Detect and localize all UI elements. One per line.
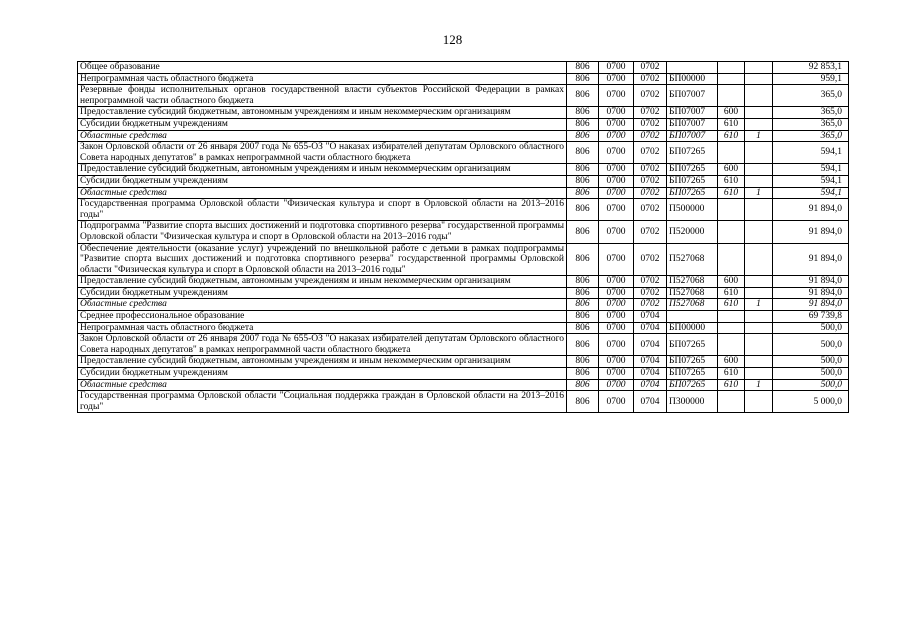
expense-type-cell	[718, 73, 745, 85]
subsection-code-cell: 0704	[634, 379, 667, 391]
table-row	[78, 85, 849, 107]
section-code-cell: 0700	[599, 243, 634, 276]
table-row	[78, 221, 849, 243]
expense-type-cell	[718, 334, 745, 356]
table-row	[78, 391, 849, 413]
table-row	[78, 287, 849, 299]
table-row	[78, 199, 849, 221]
expense-type-cell: 610	[718, 287, 745, 299]
amount-cell: 500,0	[773, 322, 849, 334]
item-name-cell: Резервные фонды исполнительных органов государственной власти субъектов Российской Федерации в рамках непрограммной части областного бюджета	[78, 85, 567, 107]
funding-source-cell: 1	[745, 130, 773, 142]
section-code-cell: 0700	[599, 322, 634, 334]
item-name-cell: Субсидии бюджетным учреждениям	[78, 368, 567, 380]
target-article-cell: П527068	[667, 299, 718, 311]
amount-cell: 91 894,0	[773, 243, 849, 276]
table-row	[78, 73, 849, 85]
section-code-cell: 0700	[599, 62, 634, 74]
ministry-code-cell: 806	[567, 199, 599, 221]
table-row	[78, 322, 849, 334]
funding-source-cell	[745, 73, 773, 85]
expense-type-cell	[718, 243, 745, 276]
amount-cell: 91 894,0	[773, 287, 849, 299]
subsection-code-cell: 0702	[634, 85, 667, 107]
expense-type-cell	[718, 142, 745, 164]
target-article-cell: П300000	[667, 391, 718, 413]
expense-type-cell	[718, 85, 745, 107]
subsection-code-cell: 0704	[634, 356, 667, 368]
amount-cell: 594,1	[773, 142, 849, 164]
ministry-code-cell: 806	[567, 379, 599, 391]
funding-source-cell	[745, 368, 773, 380]
ministry-code-cell: 806	[567, 243, 599, 276]
amount-cell: 500,0	[773, 334, 849, 356]
ministry-code-cell: 806	[567, 334, 599, 356]
target-article-cell: П520000	[667, 221, 718, 243]
table-row	[78, 142, 849, 164]
section-code-cell: 0700	[599, 299, 634, 311]
amount-cell: 500,0	[773, 356, 849, 368]
ministry-code-cell: 806	[567, 311, 599, 323]
funding-source-cell	[745, 243, 773, 276]
item-name-cell: Субсидии бюджетным учреждениям	[78, 175, 567, 187]
item-name-cell: Непрограммная часть областного бюджета	[78, 73, 567, 85]
target-article-cell: БП07007	[667, 118, 718, 130]
ministry-code-cell: 806	[567, 85, 599, 107]
item-name-cell: Непрограммная часть областного бюджета	[78, 322, 567, 334]
funding-source-cell	[745, 164, 773, 176]
section-code-cell: 0700	[599, 118, 634, 130]
amount-cell: 69 739,8	[773, 311, 849, 323]
expense-type-cell	[718, 322, 745, 334]
section-code-cell: 0700	[599, 85, 634, 107]
item-name-cell: Предоставление субсидий бюджетным, автономным учреждениям и иным некоммерческим организациям	[78, 164, 567, 176]
funding-source-cell: 1	[745, 299, 773, 311]
table-row	[78, 164, 849, 176]
amount-cell: 365,0	[773, 107, 849, 119]
item-name-cell: Областные средства	[78, 187, 567, 199]
funding-source-cell	[745, 221, 773, 243]
ministry-code-cell: 806	[567, 287, 599, 299]
item-name-cell: Закон Орловской области от 26 января 2007 года № 655-ОЗ "О наказах избирателей депутатам Орловского областного Совета народных депутатов" в рамках непрограммной части областного бюджета	[78, 334, 567, 356]
section-code-cell: 0700	[599, 334, 634, 356]
item-name-cell: Предоставление субсидий бюджетным, автономным учреждениям и иным некоммерческим организациям	[78, 276, 567, 288]
item-name-cell: Государственная программа Орловской области "Социальная поддержка граждан в Орловской области на 2013–2016 годы"	[78, 391, 567, 413]
amount-cell: 594,1	[773, 187, 849, 199]
subsection-code-cell: 0702	[634, 164, 667, 176]
ministry-code-cell: 806	[567, 221, 599, 243]
expense-type-cell: 610	[718, 175, 745, 187]
funding-source-cell	[745, 322, 773, 334]
table-row	[78, 107, 849, 119]
section-code-cell: 0700	[599, 391, 634, 413]
subsection-code-cell: 0702	[634, 299, 667, 311]
amount-cell: 365,0	[773, 130, 849, 142]
target-article-cell: БП07265	[667, 356, 718, 368]
ministry-code-cell: 806	[567, 322, 599, 334]
target-article-cell: БП07007	[667, 85, 718, 107]
subsection-code-cell: 0702	[634, 187, 667, 199]
target-article-cell: П500000	[667, 199, 718, 221]
expense-type-cell	[718, 391, 745, 413]
ministry-code-cell: 806	[567, 118, 599, 130]
target-article-cell: БП07265	[667, 164, 718, 176]
expense-type-cell	[718, 221, 745, 243]
expense-type-cell: 610	[718, 130, 745, 142]
target-article-cell: БП00000	[667, 73, 718, 85]
table-row	[78, 368, 849, 380]
target-article-cell	[667, 62, 718, 74]
target-article-cell: БП07265	[667, 142, 718, 164]
target-article-cell: БП00000	[667, 322, 718, 334]
table-row	[78, 299, 849, 311]
funding-source-cell	[745, 62, 773, 74]
subsection-code-cell: 0702	[634, 118, 667, 130]
funding-source-cell	[745, 175, 773, 187]
funding-source-cell	[745, 276, 773, 288]
ministry-code-cell: 806	[567, 175, 599, 187]
table-row	[78, 334, 849, 356]
section-code-cell: 0700	[599, 379, 634, 391]
funding-source-cell	[745, 391, 773, 413]
expense-type-cell	[718, 311, 745, 323]
expense-type-cell: 600	[718, 164, 745, 176]
section-code-cell: 0700	[599, 199, 634, 221]
subsection-code-cell: 0702	[634, 107, 667, 119]
subsection-code-cell: 0704	[634, 391, 667, 413]
budget-table	[77, 61, 849, 413]
ministry-code-cell: 806	[567, 368, 599, 380]
expense-type-cell: 610	[718, 118, 745, 130]
section-code-cell: 0700	[599, 356, 634, 368]
amount-cell: 91 894,0	[773, 221, 849, 243]
amount-cell: 91 894,0	[773, 199, 849, 221]
amount-cell: 92 853,1	[773, 62, 849, 74]
target-article-cell: БП07265	[667, 379, 718, 391]
section-code-cell: 0700	[599, 368, 634, 380]
ministry-code-cell: 806	[567, 391, 599, 413]
ministry-code-cell: 806	[567, 73, 599, 85]
target-article-cell: БП07265	[667, 187, 718, 199]
section-code-cell: 0700	[599, 276, 634, 288]
expense-type-cell: 610	[718, 379, 745, 391]
amount-cell: 594,1	[773, 164, 849, 176]
section-code-cell: 0700	[599, 164, 634, 176]
ministry-code-cell: 806	[567, 107, 599, 119]
ministry-code-cell: 806	[567, 276, 599, 288]
expense-type-cell: 600	[718, 107, 745, 119]
target-article-cell: БП07265	[667, 334, 718, 356]
target-article-cell: П527068	[667, 243, 718, 276]
funding-source-cell	[745, 334, 773, 356]
item-name-cell: Среднее профессиональное образование	[78, 311, 567, 323]
subsection-code-cell: 0702	[634, 221, 667, 243]
target-article-cell	[667, 311, 718, 323]
section-code-cell: 0700	[599, 311, 634, 323]
table-row	[78, 118, 849, 130]
item-name-cell: Субсидии бюджетным учреждениям	[78, 118, 567, 130]
ministry-code-cell: 806	[567, 164, 599, 176]
amount-cell: 91 894,0	[773, 276, 849, 288]
amount-cell: 500,0	[773, 379, 849, 391]
expense-type-cell: 610	[718, 299, 745, 311]
item-name-cell: Общее образование	[78, 62, 567, 74]
section-code-cell: 0700	[599, 130, 634, 142]
expense-type-cell: 610	[718, 368, 745, 380]
funding-source-cell: 1	[745, 379, 773, 391]
amount-cell: 365,0	[773, 85, 849, 107]
funding-source-cell	[745, 199, 773, 221]
expense-type-cell: 600	[718, 356, 745, 368]
section-code-cell: 0700	[599, 221, 634, 243]
target-article-cell: БП07007	[667, 130, 718, 142]
subsection-code-cell: 0702	[634, 175, 667, 187]
table-row	[78, 243, 849, 276]
target-article-cell: П527068	[667, 276, 718, 288]
table-row	[78, 187, 849, 199]
amount-cell: 5 000,0	[773, 391, 849, 413]
ministry-code-cell: 806	[567, 356, 599, 368]
item-name-cell: Областные средства	[78, 130, 567, 142]
table-row	[78, 175, 849, 187]
section-code-cell: 0700	[599, 175, 634, 187]
ministry-code-cell: 806	[567, 62, 599, 74]
page-number: 128	[442, 32, 463, 47]
item-name-cell: Предоставление субсидий бюджетным, автономным учреждениям и иным некоммерческим организациям	[78, 356, 567, 368]
subsection-code-cell: 0702	[634, 276, 667, 288]
item-name-cell: Обеспечение деятельности (оказание услуг) учреждений по внешкольной работе с детьми в рамках подпрограммы "Развитие спорта высших достижений и подготовка спортивного резерва" государственной программы Орловской области "Физическая культура и спорт в Орловской области на 2013–2016 годы"	[78, 243, 567, 276]
subsection-code-cell: 0702	[634, 287, 667, 299]
ministry-code-cell: 806	[567, 299, 599, 311]
item-name-cell: Закон Орловской области от 26 января 2007 года № 655-ОЗ "О наказах избирателей депутатам Орловского областного Совета народных депутатов" в рамках непрограммной части областного бюджета	[78, 142, 567, 164]
table-row	[78, 276, 849, 288]
ministry-code-cell: 806	[567, 130, 599, 142]
section-code-cell: 0700	[599, 187, 634, 199]
subsection-code-cell: 0702	[634, 130, 667, 142]
subsection-code-cell: 0704	[634, 311, 667, 323]
expense-type-cell: 610	[718, 187, 745, 199]
table-row	[78, 62, 849, 74]
subsection-code-cell: 0702	[634, 142, 667, 164]
section-code-cell: 0700	[599, 107, 634, 119]
expense-type-cell	[718, 62, 745, 74]
item-name-cell: Субсидии бюджетным учреждениям	[78, 287, 567, 299]
subsection-code-cell: 0702	[634, 73, 667, 85]
table-row	[78, 356, 849, 368]
target-article-cell: БП07007	[667, 107, 718, 119]
table-row	[78, 130, 849, 142]
item-name-cell: Областные средства	[78, 299, 567, 311]
subsection-code-cell: 0702	[634, 62, 667, 74]
ministry-code-cell: 806	[567, 142, 599, 164]
amount-cell: 959,1	[773, 73, 849, 85]
amount-cell: 594,1	[773, 175, 849, 187]
amount-cell: 91 894,0	[773, 299, 849, 311]
funding-source-cell	[745, 142, 773, 164]
subsection-code-cell: 0704	[634, 334, 667, 356]
section-code-cell: 0700	[599, 287, 634, 299]
subsection-code-cell: 0702	[634, 243, 667, 276]
item-name-cell: Государственная программа Орловской области "Физическая культура и спорт в Орловской области на 2013–2016 годы"	[78, 199, 567, 221]
funding-source-cell	[745, 311, 773, 323]
expense-type-cell	[718, 199, 745, 221]
funding-source-cell	[745, 85, 773, 107]
funding-source-cell	[745, 107, 773, 119]
subsection-code-cell: 0704	[634, 368, 667, 380]
subsection-code-cell: 0704	[634, 322, 667, 334]
subsection-code-cell: 0702	[634, 199, 667, 221]
target-article-cell: БП07265	[667, 175, 718, 187]
funding-source-cell: 1	[745, 187, 773, 199]
funding-source-cell	[745, 118, 773, 130]
item-name-cell: Предоставление субсидий бюджетным, автономным учреждениям и иным некоммерческим организациям	[78, 107, 567, 119]
table-body	[78, 62, 849, 413]
section-code-cell: 0700	[599, 73, 634, 85]
item-name-cell: Областные средства	[78, 379, 567, 391]
amount-cell: 365,0	[773, 118, 849, 130]
section-code-cell: 0700	[599, 142, 634, 164]
target-article-cell: БП07265	[667, 368, 718, 380]
expense-type-cell: 600	[718, 276, 745, 288]
table-row	[78, 311, 849, 323]
amount-cell: 500,0	[773, 368, 849, 380]
table-row	[78, 379, 849, 391]
item-name-cell: Подпрограмма "Развитие спорта высших достижений и подготовка спортивного резерва" государственной программы Орловской области "Физическая культура и спорт в Орловской области на 2013–2016 годы"	[78, 221, 567, 243]
funding-source-cell	[745, 287, 773, 299]
ministry-code-cell: 806	[567, 187, 599, 199]
target-article-cell: П527068	[667, 287, 718, 299]
funding-source-cell	[745, 356, 773, 368]
